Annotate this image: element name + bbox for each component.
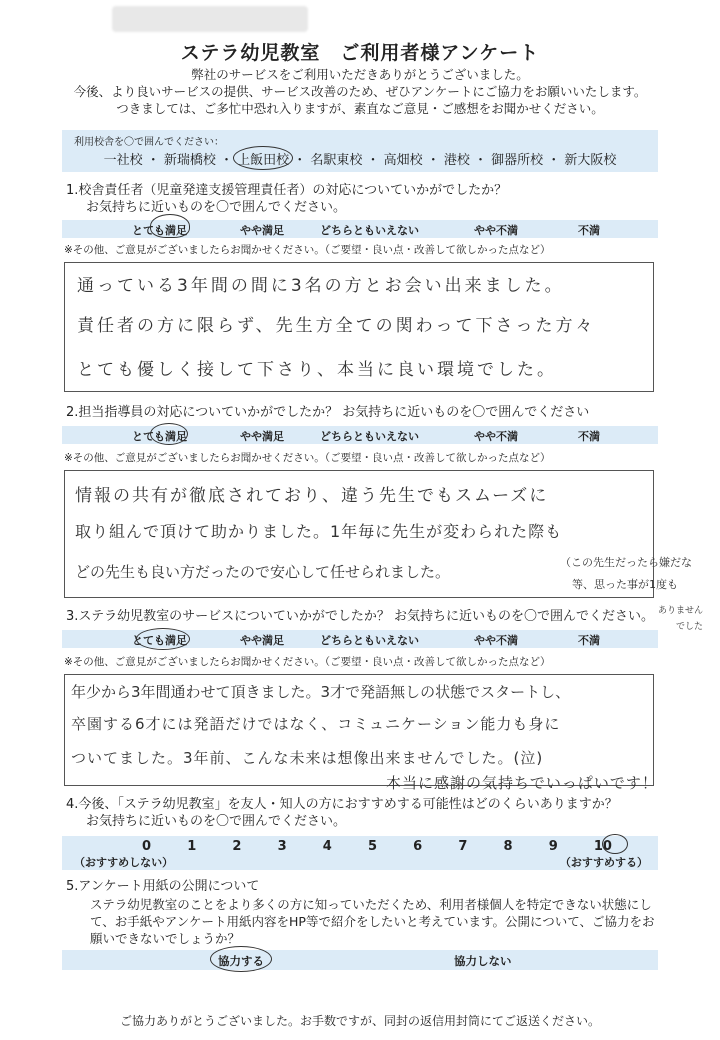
q1-comment-box[interactable]	[64, 262, 654, 392]
q5-body-2: て、お手紙やアンケート用紙内容をHP等で紹介をしたいと考えています。公開について、ご協力をお	[90, 914, 655, 929]
q5-options-band	[62, 950, 658, 970]
q2-option-5[interactable]: 不満	[578, 430, 600, 443]
q2-option-4[interactable]: やや不満	[474, 430, 518, 443]
q4-score-1[interactable]: 1	[187, 839, 197, 854]
q4-scale	[62, 836, 658, 870]
school-selected-circle	[233, 146, 293, 170]
intro-line-1: 弊社のサービスをご利用いただきありがとうございました。	[191, 67, 529, 82]
q2-handwriting-2: 取り組んで頂けて助かりました。1年毎に先生が変わられた際も	[75, 522, 563, 541]
q4-score-7[interactable]: 7	[458, 839, 468, 854]
q1-option-1[interactable]: とても満足	[132, 224, 187, 237]
q4-low-label: （おすすめしない）	[74, 856, 174, 869]
q1-option-2[interactable]: やや満足	[240, 224, 284, 237]
page-title: ステラ幼児教室 ご利用者様アンケート	[180, 42, 540, 64]
q4-score-10[interactable]: 10	[593, 839, 612, 854]
q2-note: ※その他、ご意見がございましたらお聞かせください。（ご要望・良い点・改善して欲しかった点など）	[64, 452, 551, 464]
q3-note: ※その他、ご意見がございましたらお聞かせください。（ご要望・良い点・改善して欲しかった点など）	[64, 656, 551, 668]
school-selection	[62, 130, 658, 172]
q4-score-4[interactable]: 4	[322, 839, 332, 854]
intro-line-3: つきましては、ご多忙中恐れ入りますが、素直なご意見・ご感想をお聞かせください。	[116, 101, 604, 116]
footer-message: ご協力ありがとうございました。お手数ですが、同封の返信用封筒にてご返送ください。	[119, 1014, 600, 1028]
q2-comment-box[interactable]	[64, 470, 654, 598]
q3-selected-circle	[136, 628, 190, 650]
q4-score-5[interactable]: 5	[367, 839, 377, 854]
q4-score-8[interactable]: 8	[503, 839, 513, 854]
q5-option-decline[interactable]: 協力しない	[454, 954, 512, 968]
q3-handwriting-1: 年少から3年間通わせて頂きました。3才で発語無しの状態でスタートし、	[71, 683, 571, 701]
q3-comment-box[interactable]	[64, 674, 654, 786]
q1-selected-circle	[150, 214, 190, 238]
q3-option-2[interactable]: やや満足	[240, 634, 284, 647]
q4-high-label: （おすすめする）	[559, 856, 648, 869]
q4-score-0[interactable]: 0	[142, 839, 152, 854]
q2-option-1[interactable]: とても満足	[132, 430, 187, 443]
q2-handwriting-1: 情報の共有が徹底されており、違う先生でもスムーズに	[75, 486, 549, 506]
q4-selected-circle	[602, 834, 628, 854]
q2-margin-note-3: ありません	[658, 606, 704, 616]
q2-margin-note-1: （この先生だったら嫌だな	[560, 556, 692, 569]
intro-line-2: 今後、より良いサービスの提供、サービス改善のため、ぜひアンケートにご協力をお願いいたします。	[73, 84, 647, 99]
redacted-name-area	[112, 6, 308, 32]
q3-option-1[interactable]: とても満足	[132, 634, 187, 647]
q4-score-2[interactable]: 2	[232, 839, 242, 854]
school-label: 利用校舎を〇で囲んでください：	[74, 137, 224, 148]
q2-option-3[interactable]: どちらともいえない	[320, 430, 419, 443]
q1-handwriting-1: 通っている3年間の間に3名の方とお会い出来ました。	[77, 276, 565, 296]
q4-score-3[interactable]: 3	[277, 839, 287, 854]
q4-title: 4.今後、「ステラ幼児教室」を友人・知人の方におすすめする可能性はどのくらいありますか？ お気持ちに近いものを〇で囲んでください。	[66, 797, 618, 829]
q1-option-5[interactable]: 不満	[578, 224, 600, 237]
q1-option-3[interactable]: どちらともいえない	[320, 224, 419, 237]
q2-title: 2.担当指導員の対応についていかがでしたか？ お気持ちに近いものを〇で囲んでください	[66, 405, 590, 420]
q2-selected-circle	[150, 423, 188, 445]
q4-score-6[interactable]: 6	[413, 839, 423, 854]
q2-handwriting-3: どの先生も良い方だったので安心して任せられました。	[75, 563, 451, 581]
q1-note: ※その他、ご意見がございましたらお聞かせください。（ご要望・良い点・改善して欲しかった点など）	[64, 244, 551, 256]
q1-option-4[interactable]: やや不満	[474, 224, 518, 237]
q3-title: 3.ステラ幼児教室のサービスについていかがでしたか？ お気持ちに近いものを〇で囲んでください。	[66, 609, 655, 624]
q5-body-1: ステラ幼児教室のことをより多くの方に知っていただくため、利用者様個人を特定できない状態にし	[90, 897, 652, 912]
q3-handwriting-4: 本当に感謝の気持ちでいっぱいです！	[386, 774, 658, 792]
q2-margin-note-2: 等、思った事が1度も	[572, 578, 678, 591]
q5-body-3: 願いできないでしょうか？	[90, 931, 241, 946]
q3-option-5[interactable]: 不満	[578, 634, 600, 647]
q3-handwriting-2: 卒園する6才には発語だけではなく、コミュニケーション能力も身に	[71, 715, 561, 733]
q1-handwriting-2: 責任者の方に限らず、先生方全ての関わって下さった方々	[77, 316, 596, 336]
q4-score-9[interactable]: 9	[548, 839, 558, 854]
q3-option-3[interactable]: どちらともいえない	[320, 634, 419, 647]
q2-margin-note-4: でした	[676, 622, 704, 632]
q2-option-2[interactable]: やや満足	[240, 430, 284, 443]
q3-handwriting-3: ついてました。3年前、こんな未来は想像出来ませんでした。(泣)	[71, 749, 544, 767]
school-list[interactable]: 一社校 ・ 新瑞橋校 ・ 上飯田校 ・ 名駅東校 ・ 高畑校 ・ 港校 ・ 御器所校 ・ 新大阪校	[103, 153, 617, 168]
q4-scale-numbers	[142, 839, 612, 854]
q3-option-4[interactable]: やや不満	[474, 634, 518, 647]
q1-title: 1.校舎責任者（児童発達支援管理責任者）の対応についていかがでしたか？ お気持ちに近いものを〇で囲んでください。	[66, 183, 508, 215]
q1-handwriting-3: とても優しく接して下さり、本当に良い環境でした。	[77, 360, 557, 380]
q5-title: 5.アンケート用紙の公開について	[66, 879, 260, 894]
q5-option-agree[interactable]: 協力する	[218, 954, 264, 968]
q5-selected-circle	[210, 946, 272, 972]
